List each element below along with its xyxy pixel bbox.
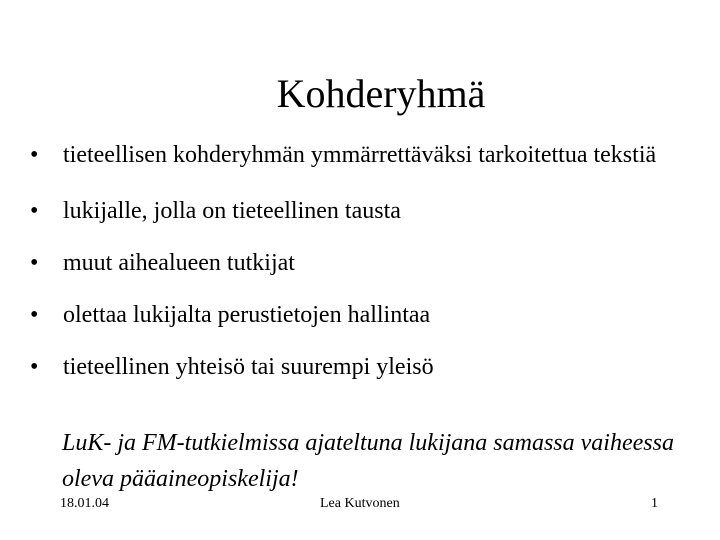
bullet-text: muut aihealueen tutkijat	[63, 250, 295, 276]
bullet-item	[30, 196, 710, 226]
bullet-text: tieteellinen yhteisö tai suurempi yleisö	[63, 354, 434, 380]
bullet-icon: •	[30, 354, 39, 380]
bullet-icon: •	[30, 302, 39, 328]
bullet-item	[30, 300, 710, 330]
bullet-text: olettaa lukijalta perustietojen hallintaa	[63, 302, 431, 328]
footer-date: 18.01.04	[60, 496, 109, 511]
italic-note: LuK- ja FM-tutkielmissa ajateltuna lukijana samassa vaiheessa oleva pääaineopiskelija!	[62, 430, 674, 492]
bullet-text: lukijalle, jolla on tieteellinen tausta	[63, 198, 401, 224]
bullet-icon: •	[30, 142, 39, 168]
bullet-list	[30, 140, 710, 382]
page-number: 1	[651, 496, 658, 511]
bullet-item	[30, 140, 710, 170]
footer-author: Lea Kutvonen	[320, 496, 400, 511]
bullet-icon: •	[30, 250, 39, 276]
bullet-icon: •	[30, 198, 39, 224]
bullet-text: tieteellisen kohderyhmän ymmärrettäväksi tarkoitettua tekstiä	[63, 142, 657, 168]
slide-title: Kohderyhmä	[276, 71, 486, 116]
bullet-item	[30, 248, 710, 278]
bullet-item	[30, 352, 710, 382]
